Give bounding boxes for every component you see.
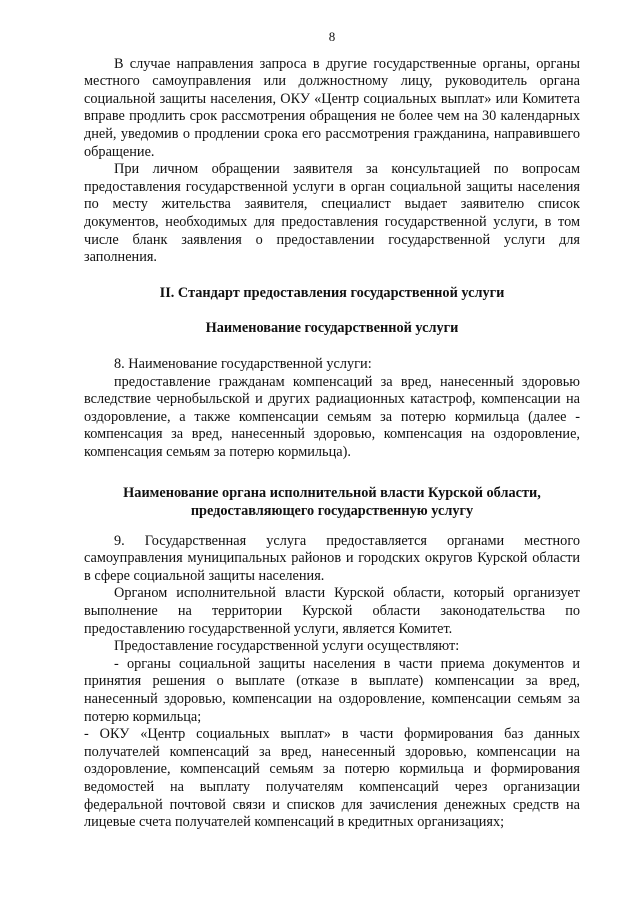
item-9-list-item: - органы социальной защиты населения в части приема документов и принятия решения о выплате (отказе в выплате) компенсации за вред, нанесенный здоровью, компенсации на оздоровление, компенсации семьям за потерю кормильца; — [84, 655, 580, 725]
item-9-paragraph: 9. Государственная услуга предоставляется органами местного самоуправления муниципальных районов и городских округов Курской области в сфере социальной защиты населения. — [84, 532, 580, 584]
paragraph-request-extension: В случае направления запроса в другие государственные органы, органы местного самоуправления или должностному лицу, руководитель органа социальной защиты населения, ОКУ «Центр социальных выплат» или Комитета вправе продлить срок рассмотрения обращения не более чем на 30 календарных дней, уведомив о продлении срока его рассмотрения гражданина, направившего обращение. — [84, 55, 580, 160]
page-number: 8 — [328, 29, 336, 44]
section-title: II. Стандарт предоставления государственной услуги — [159, 284, 505, 301]
item-9-paragraph: Органом исполнительной власти Курской области, который организует выполнение на территории Курской области законодательства по предоставлению государственной услуги, является Комитет. — [84, 585, 580, 637]
item-9-list-item: - ОКУ «Центр социальных выплат» в части формирования баз данных получателей компенсаций за вред, нанесенный здоровью, компенсации на оздоровление, компенсаций семьям за потерю кормильца и формирования ведомостей на выплату получателям компенсаций через организации федеральной почтовой связи и списков для зачисления денежных средств на лицевые счета получателей компенсаций в кредитных организациях; — [84, 726, 580, 831]
subheading-service-name: Наименование государственной услуги — [205, 320, 459, 337]
paragraph-personal-consultation: При личном обращении заявителя за консультацией по вопросам предоставления государственной услуги в орган социальной защиты населения по месту жительства заявителя, специалист выдает заявителю список документов, необходимых для предоставления государственной услуги, в том числе бланк заявления о предоставлении государственной услуги для заполнения. — [84, 161, 580, 266]
item-8-text: предоставление гражданам компенсаций за вред, нанесенный здоровью вследствие чернобыльской и других радиационных катастроф, компенсации на оздоровление, а также компенсации семьям за потерю кормильца (далее - компенсация за вред, нанесенный здоровью, компенсация на оздоровление, компенсация семьям за потерю кормильца). — [84, 373, 580, 460]
subheading-authority-line1: Наименование органа исполнительной власти Курской области, — [123, 485, 541, 502]
item-9-paragraph: Предоставление государственной услуги осуществляют: — [114, 638, 460, 655]
item-8-title: 8. Наименование государственной услуги: — [114, 355, 372, 372]
document-page — [84, 28, 580, 832]
subheading-authority-line2: предоставляющего государственную услугу — [190, 503, 474, 520]
